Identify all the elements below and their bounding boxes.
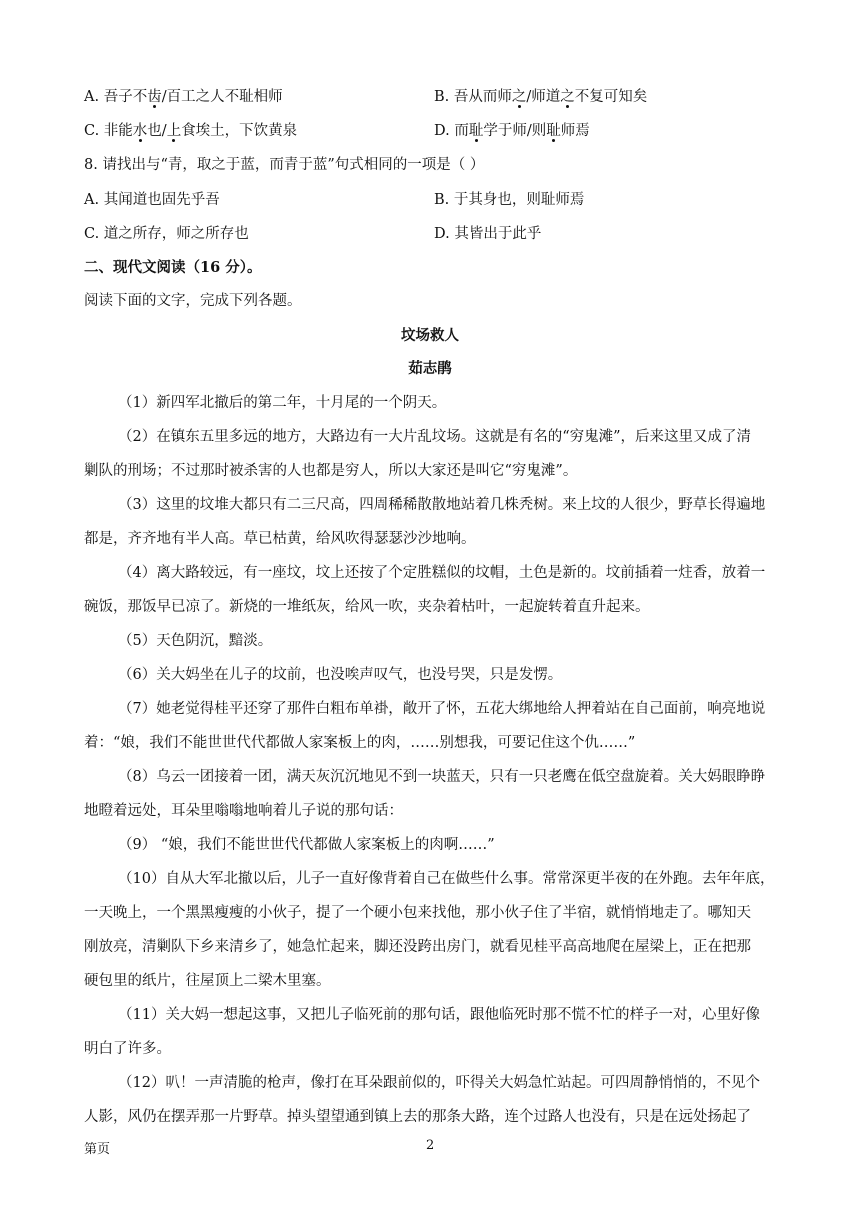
article-title: 坟场救人	[401, 327, 459, 344]
q8-options-row-2	[84, 222, 784, 246]
paragraph-line: （12）叭！一声清脆的枪声，像打在耳朵跟前似的，吓得关大妈急忙站起。可四周静悄悄的，不见个	[118, 1075, 760, 1091]
q7-option-a: A. 吾子不齿/百工之人不耻相师	[84, 89, 283, 105]
emphasis-dot-char: 之	[511, 89, 527, 105]
paragraph-line: 一天晚上，一个黑黑瘦瘦的小伙子，提了一个硬小包来找他，那小伙子住了半宿，就悄悄地走了。哪知天	[84, 905, 751, 921]
paragraph-line: （11）关大妈一想起这事，又把儿子临死前的那句话，跟他临死时那不慌不忙的样子一对，心里好像	[118, 1007, 760, 1023]
paragraph-line: 都是，齐齐地有半人高。草已枯黄，给风吹得瑟瑟沙沙地响。	[84, 531, 476, 547]
emphasis-dot-char: 耻	[468, 123, 484, 139]
q7-option-c: C. 非能水也/上食埃土，下饮黄泉	[84, 123, 298, 139]
paragraph-line: （4）离大路较远，有一座坟，坟上还按了个定胜糕似的坟帽，土色是新的。坟前插着一炷香，放着一	[118, 565, 766, 581]
paragraph-line: （7）她老觉得桂平还穿了那件白粗布单褂，敞开了怀，五花大绑地给人押着站在自己面前，响亮地说	[118, 701, 766, 717]
article-author: 茹志鹃	[408, 360, 452, 377]
paragraph-line: （3）这里的坟堆大都只有二三尺高，四周稀稀散散地站着几株秃树。来上坟的人很少，野草长得遍地	[118, 497, 766, 513]
paragraph-line: （2）在镇东五里多远的地方，大路边有一大片乱坟场。这就是有名的“穷鬼滩”，后来这里又成了清	[118, 429, 752, 445]
emphasis-dot-char: 水	[132, 123, 148, 139]
paragraph-line: （5）天色阴沉，黯淡。	[118, 633, 273, 649]
q8-option-c: C. 道之所存，师之所存也	[84, 226, 249, 242]
paragraph-line: （9） “娘，我们不能世世代代都做人家案板上的肉啊……”	[118, 837, 495, 853]
q8-option-d: D. 其皆出于此乎	[434, 226, 542, 242]
paragraph-line: 剿队的刑场；不过那时被杀害的人也都是穷人，所以大家还是叫它“穷鬼滩”。	[84, 463, 578, 479]
paragraph-line: （1）新四军北撤后的第二年，十月尾的一个阴天。	[118, 395, 447, 411]
paragraph-line: 地瞪着远处，耳朵里嗡嗡地响着儿子说的那句话：	[84, 803, 403, 819]
emphasis-dot-char: 耻	[546, 123, 561, 139]
paragraph-line: 明白了许多。	[84, 1041, 171, 1057]
q8-stem: 8. 请找出与“青，取之于蓝，而青于蓝”句式相同的一项是（ ）	[84, 157, 485, 173]
paragraph-line: （6）关大妈坐在儿子的坟前，也没唉声叹气，也没号哭，只是发愣。	[118, 667, 563, 683]
emphasis-dot-char: 之	[560, 89, 575, 105]
emphasis-dot-char: 上	[166, 123, 182, 139]
paragraph-line: （8）乌云一团接着一团，满天灰沉沉地见不到一块蓝天，只有一只老鹰在低空盘旋着。关大妈眼睁睁	[118, 769, 766, 785]
q7-options-row-2	[84, 119, 784, 143]
paragraph-line: 着：“娘，我们不能世世代代都做人家案板上的肉，……别想我，可要记住这个仇……”	[84, 735, 636, 751]
page-number: 2	[426, 1138, 435, 1153]
section-heading: 二、现代文阅读（16 分）。	[84, 259, 262, 276]
q8-option-b: B. 于其身也，则耻师焉	[434, 192, 585, 208]
q8-option-a: A. 其闻道也固先乎吾	[84, 192, 220, 208]
q7-options-row-1	[84, 85, 784, 109]
q8-options-row-1	[84, 188, 784, 212]
q7-option-b: B. 吾从而师之/师道之不复可知矣	[434, 89, 648, 105]
section-instruction: 阅读下面的文字，完成下列各题。	[84, 293, 302, 309]
footer-page-label: 第页	[84, 1142, 111, 1157]
paragraph-line: 碗饭，那饭早已凉了。新烧的一堆纸灰，给风一吹，夹杂着枯叶，一起旋转着直升起来。	[84, 599, 650, 615]
paragraph-line: 人影，风仍在摆弄那一片野草。掉头望望通到镇上去的那条大路，连个过路人也没有，只是在远处扬起了	[84, 1109, 751, 1125]
paragraph-line: 刚放亮，清剿队下乡来清乡了，她急忙起来，脚还没跨出房门，就看见桂平高高地爬在屋梁上，正在把那	[84, 939, 751, 955]
emphasis-dot-char: 齿	[147, 89, 162, 105]
q7-option-d: D. 而耻学于师/则耻师焉	[434, 123, 590, 139]
paragraph-line: 硬包里的纸片，往屋顶上二梁木里塞。	[84, 973, 331, 989]
paragraph-line: （10）自从大军北撤以后，儿子一直好像背着自己在做些什么事。常常深更半夜的在外跑。去年年底，	[118, 871, 775, 887]
